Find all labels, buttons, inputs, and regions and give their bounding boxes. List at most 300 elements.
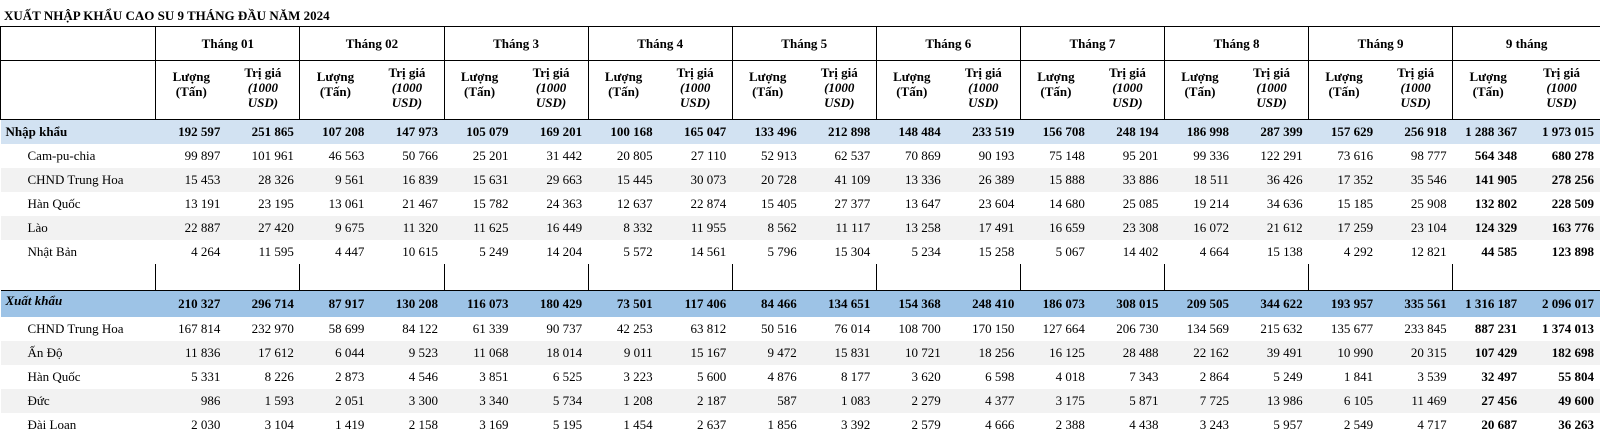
month-header: Tháng 02 xyxy=(300,27,444,61)
value-cell: 20 315 xyxy=(1379,341,1453,365)
qty-header-unit: (Tấn) xyxy=(733,84,803,99)
empty-cell xyxy=(588,264,659,291)
value-cell: 5 195 xyxy=(515,413,589,437)
value-cell: 95 201 xyxy=(1091,144,1165,168)
value-cell: 123 898 xyxy=(1523,240,1600,264)
value-cell: 344 622 xyxy=(1235,291,1309,318)
value-cell: 3 300 xyxy=(370,389,444,413)
value-cell: 210 327 xyxy=(156,291,227,318)
value-cell: 2 549 xyxy=(1309,413,1380,437)
month-header: Tháng 6 xyxy=(876,27,1020,61)
value-cell: 101 961 xyxy=(226,144,300,168)
value-cell: 4 664 xyxy=(1164,240,1235,264)
value-cell: 22 874 xyxy=(659,192,733,216)
value-cell: 564 348 xyxy=(1453,144,1524,168)
value-cell: 73 501 xyxy=(588,291,659,318)
qty-header xyxy=(1309,61,1380,120)
value-cell: 170 150 xyxy=(947,317,1021,341)
qty-header xyxy=(732,61,803,120)
value-header xyxy=(515,61,589,120)
value-cell: 70 869 xyxy=(876,144,947,168)
empty-cell xyxy=(1309,264,1380,291)
value-header xyxy=(803,61,877,120)
value-cell: 17 612 xyxy=(226,341,300,365)
value-cell: 6 525 xyxy=(515,365,589,389)
value-header-unit: USD) xyxy=(370,95,443,110)
value-header-unit: USD) xyxy=(1235,95,1308,110)
empty-cell xyxy=(1020,264,1091,291)
value-cell: 1 419 xyxy=(300,413,371,437)
value-cell: 12 821 xyxy=(1379,240,1453,264)
value-cell: 15 167 xyxy=(659,341,733,365)
value-cell: 44 585 xyxy=(1453,240,1524,264)
value-cell: 12 637 xyxy=(588,192,659,216)
month-header: Tháng 9 xyxy=(1309,27,1453,61)
qty-header xyxy=(588,61,659,120)
value-cell: 1 374 013 xyxy=(1523,317,1600,341)
value-cell: 75 148 xyxy=(1020,144,1091,168)
value-cell: 17 352 xyxy=(1309,168,1380,192)
value-cell: 1 593 xyxy=(226,389,300,413)
value-cell: 4 292 xyxy=(1309,240,1380,264)
value-cell: 5 331 xyxy=(156,365,227,389)
month-header: Tháng 5 xyxy=(732,27,876,61)
month-header: Tháng 4 xyxy=(588,27,732,61)
value-cell: 15 445 xyxy=(588,168,659,192)
empty-cell xyxy=(370,264,444,291)
export-country-row xyxy=(1,341,1600,365)
value-cell: 209 505 xyxy=(1164,291,1235,318)
value-header-unit: (1000 xyxy=(1379,80,1452,95)
value-cell: 335 561 xyxy=(1379,291,1453,318)
value-cell: 5 067 xyxy=(1020,240,1091,264)
qty-header-unit: (Tấn) xyxy=(1021,84,1091,99)
value-cell: 15 258 xyxy=(947,240,1021,264)
month-header: Tháng 8 xyxy=(1164,27,1308,61)
value-cell: 5 734 xyxy=(515,389,589,413)
value-cell: 27 110 xyxy=(659,144,733,168)
row-label: Cam-pu-chia xyxy=(1,144,156,168)
value-cell: 130 208 xyxy=(370,291,444,318)
empty-cell xyxy=(1164,264,1235,291)
qty-header-unit: (Tấn) xyxy=(1453,84,1523,99)
qty-header-line: Lượng xyxy=(733,69,803,84)
value-cell: 34 636 xyxy=(1235,192,1309,216)
value-cell: 3 223 xyxy=(588,365,659,389)
sub-header-row xyxy=(1,61,1600,120)
value-header xyxy=(1379,61,1453,120)
value-cell: 36 426 xyxy=(1235,168,1309,192)
empty-cell xyxy=(156,264,227,291)
qty-header xyxy=(444,61,515,120)
export-country-row xyxy=(1,317,1600,341)
sheet-title: XUẤT NHẬP KHẨU CAO SU 9 THÁNG ĐẦU NĂM 2024 xyxy=(4,8,330,24)
value-cell: 50 766 xyxy=(370,144,444,168)
value-header xyxy=(1235,61,1309,120)
value-cell: 986 xyxy=(156,389,227,413)
value-cell: 6 044 xyxy=(300,341,371,365)
value-cell: 99 897 xyxy=(156,144,227,168)
value-cell: 23 604 xyxy=(947,192,1021,216)
value-cell: 228 509 xyxy=(1523,192,1600,216)
value-cell: 100 168 xyxy=(588,120,659,145)
value-header-unit: (1000 xyxy=(1235,80,1308,95)
value-cell: 18 256 xyxy=(947,341,1021,365)
value-cell: 180 429 xyxy=(515,291,589,318)
empty-cell xyxy=(1235,264,1309,291)
value-cell: 15 138 xyxy=(1235,240,1309,264)
value-cell: 10 990 xyxy=(1309,341,1380,365)
value-cell: 11 469 xyxy=(1379,389,1453,413)
value-cell: 11 595 xyxy=(226,240,300,264)
value-header-unit: (1000 xyxy=(947,80,1020,95)
row-label: CHND Trung Hoa xyxy=(1,317,156,341)
value-cell: 9 472 xyxy=(732,341,803,365)
corner-cell xyxy=(1,61,156,120)
value-cell: 4 377 xyxy=(947,389,1021,413)
empty-cell xyxy=(1091,264,1165,291)
row-label: Hàn Quốc xyxy=(1,192,156,216)
value-cell: 1 208 xyxy=(588,389,659,413)
empty-cell xyxy=(803,264,877,291)
value-cell: 9 523 xyxy=(370,341,444,365)
value-cell: 15 888 xyxy=(1020,168,1091,192)
row-label: Xuất khẩu xyxy=(1,291,156,318)
value-cell: 1 288 367 xyxy=(1453,120,1524,145)
qty-header xyxy=(1164,61,1235,120)
value-cell: 26 389 xyxy=(947,168,1021,192)
value-cell: 25 201 xyxy=(444,144,515,168)
value-cell: 156 708 xyxy=(1020,120,1091,145)
value-header-unit: (1000 xyxy=(226,80,299,95)
value-cell: 55 804 xyxy=(1523,365,1600,389)
empty-cell xyxy=(1379,264,1453,291)
qty-header-unit: (Tấn) xyxy=(300,84,370,99)
value-cell: 233 519 xyxy=(947,120,1021,145)
value-cell: 134 651 xyxy=(803,291,877,318)
value-cell: 63 812 xyxy=(659,317,733,341)
value-header-line: Trị giá xyxy=(1523,65,1600,80)
value-cell: 2 637 xyxy=(659,413,733,437)
row-label: Ấn Độ xyxy=(1,341,156,365)
value-cell: 90 193 xyxy=(947,144,1021,168)
value-cell: 124 329 xyxy=(1453,216,1524,240)
value-header-unit: USD) xyxy=(1091,95,1164,110)
value-cell: 23 195 xyxy=(226,192,300,216)
value-cell: 15 185 xyxy=(1309,192,1380,216)
empty-cell xyxy=(947,264,1021,291)
value-cell: 8 177 xyxy=(803,365,877,389)
value-cell: 98 777 xyxy=(1379,144,1453,168)
value-header xyxy=(370,61,444,120)
value-cell: 46 563 xyxy=(300,144,371,168)
value-cell: 193 957 xyxy=(1309,291,1380,318)
empty-cell xyxy=(876,264,947,291)
value-cell: 90 737 xyxy=(515,317,589,341)
empty-cell xyxy=(300,264,371,291)
value-cell: 206 730 xyxy=(1091,317,1165,341)
row-label: Nhật Bản xyxy=(1,240,156,264)
value-cell: 16 125 xyxy=(1020,341,1091,365)
value-cell: 5 796 xyxy=(732,240,803,264)
qty-header-line: Lượng xyxy=(1165,69,1235,84)
value-cell: 8 332 xyxy=(588,216,659,240)
value-cell: 2 864 xyxy=(1164,365,1235,389)
value-header-unit: USD) xyxy=(803,95,876,110)
value-cell: 5 871 xyxy=(1091,389,1165,413)
value-cell: 10 615 xyxy=(370,240,444,264)
value-cell: 2 187 xyxy=(659,389,733,413)
value-header-line: Trị giá xyxy=(1235,65,1308,80)
value-cell: 248 410 xyxy=(947,291,1021,318)
value-cell: 251 865 xyxy=(226,120,300,145)
month-header: Tháng 3 xyxy=(444,27,588,61)
value-cell: 23 308 xyxy=(1091,216,1165,240)
empty-cell xyxy=(1523,264,1600,291)
rubber-trade-table xyxy=(0,26,1600,437)
value-cell: 15 631 xyxy=(444,168,515,192)
corner-cell xyxy=(1,27,156,61)
value-cell: 28 488 xyxy=(1091,341,1165,365)
value-cell: 4 447 xyxy=(300,240,371,264)
value-cell: 107 429 xyxy=(1453,341,1524,365)
value-cell: 212 898 xyxy=(803,120,877,145)
value-header-unit: USD) xyxy=(226,95,299,110)
value-cell: 27 456 xyxy=(1453,389,1524,413)
value-cell: 5 572 xyxy=(588,240,659,264)
value-cell: 29 663 xyxy=(515,168,589,192)
value-header-unit: USD) xyxy=(1379,95,1452,110)
empty-cell xyxy=(1453,264,1524,291)
qty-header-line: Lượng xyxy=(877,69,947,84)
value-cell: 61 339 xyxy=(444,317,515,341)
value-cell: 15 453 xyxy=(156,168,227,192)
value-header-line: Trị giá xyxy=(370,65,443,80)
month-header: Tháng 7 xyxy=(1020,27,1164,61)
value-cell: 16 839 xyxy=(370,168,444,192)
value-header-unit: (1000 xyxy=(803,80,876,95)
value-cell: 4 717 xyxy=(1379,413,1453,437)
value-cell: 2 051 xyxy=(300,389,371,413)
value-cell: 182 698 xyxy=(1523,341,1600,365)
value-cell: 296 714 xyxy=(226,291,300,318)
value-cell: 105 079 xyxy=(444,120,515,145)
value-cell: 133 496 xyxy=(732,120,803,145)
value-cell: 15 304 xyxy=(803,240,877,264)
value-cell: 27 377 xyxy=(803,192,877,216)
value-cell: 148 484 xyxy=(876,120,947,145)
value-header-unit: USD) xyxy=(515,95,588,110)
value-cell: 13 191 xyxy=(156,192,227,216)
value-cell: 11 836 xyxy=(156,341,227,365)
value-cell: 2 030 xyxy=(156,413,227,437)
value-cell: 20 687 xyxy=(1453,413,1524,437)
value-cell: 2 873 xyxy=(300,365,371,389)
value-cell: 25 085 xyxy=(1091,192,1165,216)
import-country-row xyxy=(1,192,1600,216)
value-cell: 16 072 xyxy=(1164,216,1235,240)
qty-header-line: Lượng xyxy=(589,69,659,84)
value-cell: 22 887 xyxy=(156,216,227,240)
value-cell: 2 388 xyxy=(1020,413,1091,437)
value-cell: 5 234 xyxy=(876,240,947,264)
qty-header xyxy=(156,61,227,120)
value-cell: 186 998 xyxy=(1164,120,1235,145)
value-cell: 4 264 xyxy=(156,240,227,264)
qty-header-unit: (Tấn) xyxy=(1165,84,1235,99)
value-cell: 20 728 xyxy=(732,168,803,192)
value-cell: 4 438 xyxy=(1091,413,1165,437)
qty-header-unit: (Tấn) xyxy=(445,84,515,99)
value-cell: 3 851 xyxy=(444,365,515,389)
value-cell: 11 320 xyxy=(370,216,444,240)
value-header-unit: USD) xyxy=(1523,95,1600,110)
value-cell: 11 117 xyxy=(803,216,877,240)
qty-header-line: Lượng xyxy=(445,69,515,84)
value-cell: 587 xyxy=(732,389,803,413)
row-label: Lào xyxy=(1,216,156,240)
value-cell: 232 970 xyxy=(226,317,300,341)
value-cell: 76 014 xyxy=(803,317,877,341)
export-country-row xyxy=(1,413,1600,437)
value-cell: 25 908 xyxy=(1379,192,1453,216)
value-cell: 134 569 xyxy=(1164,317,1235,341)
value-cell: 1 856 xyxy=(732,413,803,437)
value-header xyxy=(1523,61,1600,120)
value-cell: 13 258 xyxy=(876,216,947,240)
value-cell: 73 616 xyxy=(1309,144,1380,168)
empty-cell xyxy=(444,264,515,291)
value-cell: 14 402 xyxy=(1091,240,1165,264)
value-cell: 35 546 xyxy=(1379,168,1453,192)
value-header xyxy=(659,61,733,120)
value-cell: 14 561 xyxy=(659,240,733,264)
value-cell: 17 491 xyxy=(947,216,1021,240)
value-cell: 287 399 xyxy=(1235,120,1309,145)
value-header-unit: (1000 xyxy=(370,80,443,95)
empty-cell xyxy=(226,264,300,291)
value-cell: 21 467 xyxy=(370,192,444,216)
value-cell: 5 957 xyxy=(1235,413,1309,437)
import-country-row xyxy=(1,144,1600,168)
qty-header-line: Lượng xyxy=(156,69,226,84)
value-header xyxy=(947,61,1021,120)
value-cell: 28 326 xyxy=(226,168,300,192)
empty-cell xyxy=(732,264,803,291)
value-cell: 680 278 xyxy=(1523,144,1600,168)
value-cell: 31 442 xyxy=(515,144,589,168)
value-cell: 36 263 xyxy=(1523,413,1600,437)
value-cell: 16 659 xyxy=(1020,216,1091,240)
value-cell: 116 073 xyxy=(444,291,515,318)
value-cell: 107 208 xyxy=(300,120,371,145)
empty-cell xyxy=(659,264,733,291)
month-header-row xyxy=(1,27,1600,61)
value-cell: 186 073 xyxy=(1020,291,1091,318)
value-cell: 165 047 xyxy=(659,120,733,145)
value-cell: 4 876 xyxy=(732,365,803,389)
qty-header-unit: (Tấn) xyxy=(589,84,659,99)
value-cell: 887 231 xyxy=(1453,317,1524,341)
import-total-row xyxy=(1,120,1600,145)
export-total-row xyxy=(1,291,1600,318)
value-cell: 1 316 187 xyxy=(1453,291,1524,318)
value-cell: 4 666 xyxy=(947,413,1021,437)
value-cell: 13 061 xyxy=(300,192,371,216)
value-cell: 13 986 xyxy=(1235,389,1309,413)
value-cell: 33 886 xyxy=(1091,168,1165,192)
value-cell: 84 466 xyxy=(732,291,803,318)
value-cell: 11 625 xyxy=(444,216,515,240)
value-cell: 14 204 xyxy=(515,240,589,264)
value-cell: 18 014 xyxy=(515,341,589,365)
value-cell: 18 511 xyxy=(1164,168,1235,192)
value-cell: 1 083 xyxy=(803,389,877,413)
value-header-unit: USD) xyxy=(947,95,1020,110)
value-header-line: Trị giá xyxy=(226,65,299,80)
qty-header xyxy=(1020,61,1091,120)
value-cell: 2 096 017 xyxy=(1523,291,1600,318)
value-cell: 16 449 xyxy=(515,216,589,240)
value-cell: 50 516 xyxy=(732,317,803,341)
value-cell: 108 700 xyxy=(876,317,947,341)
value-cell: 9 561 xyxy=(300,168,371,192)
value-cell: 169 201 xyxy=(515,120,589,145)
value-cell: 2 279 xyxy=(876,389,947,413)
value-header-line: Trị giá xyxy=(947,65,1020,80)
value-cell: 5 249 xyxy=(444,240,515,264)
value-cell: 154 368 xyxy=(876,291,947,318)
row-label: Hàn Quốc xyxy=(1,365,156,389)
value-header-unit: (1000 xyxy=(1523,80,1600,95)
value-cell: 8 226 xyxy=(226,365,300,389)
value-cell: 6 598 xyxy=(947,365,1021,389)
value-cell: 4 018 xyxy=(1020,365,1091,389)
value-cell: 8 562 xyxy=(732,216,803,240)
value-cell: 15 782 xyxy=(444,192,515,216)
qty-header xyxy=(300,61,371,120)
value-cell: 3 175 xyxy=(1020,389,1091,413)
value-cell: 17 259 xyxy=(1309,216,1380,240)
value-header xyxy=(1091,61,1165,120)
value-cell: 22 162 xyxy=(1164,341,1235,365)
value-cell: 192 597 xyxy=(156,120,227,145)
value-cell: 15 831 xyxy=(803,341,877,365)
value-cell: 10 721 xyxy=(876,341,947,365)
empty-cell xyxy=(1,264,156,291)
month-header: 9 tháng xyxy=(1453,27,1600,61)
value-cell: 21 612 xyxy=(1235,216,1309,240)
value-cell: 84 122 xyxy=(370,317,444,341)
value-cell: 122 291 xyxy=(1235,144,1309,168)
value-header-line: Trị giá xyxy=(803,65,876,80)
qty-header-unit: (Tấn) xyxy=(877,84,947,99)
value-cell: 147 973 xyxy=(370,120,444,145)
value-cell: 163 776 xyxy=(1523,216,1600,240)
value-cell: 278 256 xyxy=(1523,168,1600,192)
value-cell: 157 629 xyxy=(1309,120,1380,145)
value-cell: 248 194 xyxy=(1091,120,1165,145)
qty-header xyxy=(1453,61,1524,120)
export-country-row xyxy=(1,389,1600,413)
empty-cell xyxy=(515,264,589,291)
value-cell: 58 699 xyxy=(300,317,371,341)
value-cell: 39 491 xyxy=(1235,341,1309,365)
value-cell: 3 392 xyxy=(803,413,877,437)
value-cell: 49 600 xyxy=(1523,389,1600,413)
qty-header-line: Lượng xyxy=(1309,69,1379,84)
value-cell: 27 420 xyxy=(226,216,300,240)
